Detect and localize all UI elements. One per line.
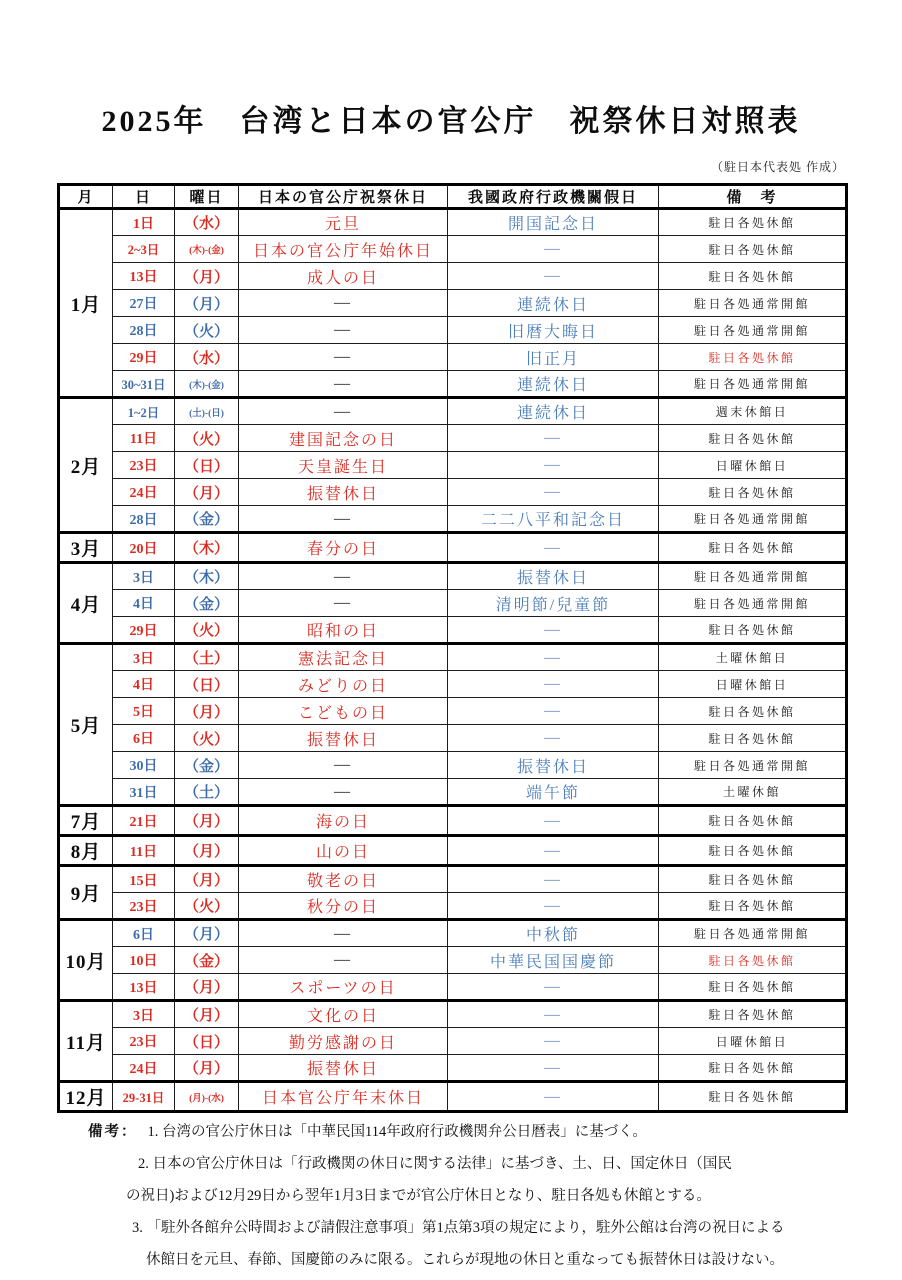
taiwan-holiday-cell: ―: [448, 893, 659, 920]
japan-holiday-cell: ―: [239, 752, 448, 779]
footnotes: [88, 1116, 848, 1276]
day-cell: 4日: [113, 671, 175, 698]
table-row: [59, 479, 847, 506]
month-cell: 12月: [59, 1082, 113, 1112]
taiwan-holiday-cell: ―: [448, 671, 659, 698]
weekday-cell: （月）: [175, 806, 239, 836]
footnotes-label: 備考：: [88, 1124, 138, 1140]
column-header-2: 曜日: [175, 185, 239, 209]
remarks-cell: 駐日各処休館: [659, 698, 847, 725]
taiwan-holiday-cell: ―: [448, 698, 659, 725]
taiwan-holiday-cell: ―: [448, 866, 659, 893]
japan-holiday-cell: 日本の官公庁年始休日: [239, 236, 448, 263]
holiday-comparison-table: [57, 183, 848, 1113]
table-row: [59, 752, 847, 779]
weekday-cell: (木)-(金): [175, 371, 239, 398]
table-row: [59, 779, 847, 806]
weekday-cell: （火）: [175, 725, 239, 752]
day-cell: 3日: [113, 644, 175, 671]
japan-holiday-cell: 文化の日: [239, 1001, 448, 1028]
japan-holiday-cell: 山の日: [239, 836, 448, 866]
month-cell: 9月: [59, 866, 113, 920]
table-header: [59, 185, 847, 209]
table-row: [59, 398, 847, 425]
weekday-cell: （水）: [175, 209, 239, 236]
weekday-cell: （日）: [175, 452, 239, 479]
taiwan-holiday-cell: ―: [448, 1055, 659, 1082]
remarks-cell: 駐日各処休館: [659, 836, 847, 866]
taiwan-holiday-cell: ―: [448, 1001, 659, 1028]
japan-holiday-cell: ―: [239, 398, 448, 425]
table-row: [59, 344, 847, 371]
remarks-cell: 駐日各処休館: [659, 806, 847, 836]
page-title: 2025年 台湾と日本の官公庁 祝祭休日対照表: [101, 105, 801, 138]
remarks-cell: 駐日各処休館: [659, 479, 847, 506]
japan-holiday-cell: 日本官公庁年末休日: [239, 1082, 448, 1112]
month-cell: 7月: [59, 806, 113, 836]
day-cell: 1~2日: [113, 398, 175, 425]
table-row: [59, 725, 847, 752]
day-cell: 11日: [113, 425, 175, 452]
day-cell: 1日: [113, 209, 175, 236]
month-cell: 2月: [59, 398, 113, 533]
taiwan-holiday-cell: 振替休日: [448, 563, 659, 590]
table-row: [59, 1082, 847, 1112]
taiwan-holiday-cell: ―: [448, 974, 659, 1001]
japan-holiday-cell: 元旦: [239, 209, 448, 236]
day-cell: 29日: [113, 344, 175, 371]
japan-holiday-cell: ―: [239, 290, 448, 317]
remarks-cell: 駐日各処休館: [659, 1001, 847, 1028]
weekday-cell: （金）: [175, 590, 239, 617]
weekday-cell: （月）: [175, 479, 239, 506]
table-row: [59, 893, 847, 920]
day-cell: 15日: [113, 866, 175, 893]
day-cell: 31日: [113, 779, 175, 806]
taiwan-holiday-cell: ―: [448, 725, 659, 752]
taiwan-holiday-cell: ―: [448, 1028, 659, 1055]
table-row: [59, 425, 847, 452]
japan-holiday-cell: ―: [239, 317, 448, 344]
table-row: [59, 263, 847, 290]
remarks-cell: 駐日各処休館: [659, 236, 847, 263]
japan-holiday-cell: ―: [239, 506, 448, 533]
japan-holiday-cell: 敬老の日: [239, 866, 448, 893]
weekday-cell: (土)-(日): [175, 398, 239, 425]
table-row: [59, 1055, 847, 1082]
taiwan-holiday-cell: 中秋節: [448, 920, 659, 947]
japan-holiday-cell: 天皇誕生日: [239, 452, 448, 479]
day-cell: 21日: [113, 806, 175, 836]
day-cell: 2~3日: [113, 236, 175, 263]
table-row: [59, 236, 847, 263]
japan-holiday-cell: 成人の日: [239, 263, 448, 290]
weekday-cell: （日）: [175, 671, 239, 698]
weekday-cell: （木）: [175, 533, 239, 563]
remarks-cell: 駐日各処通常開館: [659, 920, 847, 947]
remarks-cell: 日曜休館日: [659, 452, 847, 479]
japan-holiday-cell: ―: [239, 947, 448, 974]
month-cell: 3月: [59, 533, 113, 563]
taiwan-holiday-cell: 連続休日: [448, 290, 659, 317]
remarks-cell: 日曜休館日: [659, 671, 847, 698]
taiwan-holiday-cell: ―: [448, 263, 659, 290]
weekday-cell: (木)-(金): [175, 236, 239, 263]
remarks-cell: 駐日各処休館: [659, 263, 847, 290]
table-row: [59, 698, 847, 725]
japan-holiday-cell: 海の日: [239, 806, 448, 836]
japan-holiday-cell: こどもの日: [239, 698, 448, 725]
taiwan-holiday-cell: 端午節: [448, 779, 659, 806]
column-header-0: 月: [59, 185, 113, 209]
taiwan-holiday-cell: ―: [448, 452, 659, 479]
table-row: [59, 806, 847, 836]
remarks-cell: 駐日各処通常開館: [659, 752, 847, 779]
weekday-cell: （金）: [175, 506, 239, 533]
day-cell: 13日: [113, 263, 175, 290]
footnote-line: 備考： 1. 台湾の官公庁休日は「中華民国114年政府行政機関弁公日暦表」に基づく。: [88, 1124, 647, 1140]
taiwan-holiday-cell: ―: [448, 533, 659, 563]
column-header-1: 日: [113, 185, 175, 209]
weekday-cell: （火）: [175, 617, 239, 644]
taiwan-holiday-cell: 開国記念日: [448, 209, 659, 236]
credit-line: （駐日本代表処 作成）: [710, 160, 845, 174]
table-row: [59, 866, 847, 893]
japan-holiday-cell: 勤労感謝の日: [239, 1028, 448, 1055]
weekday-cell: （月）: [175, 1001, 239, 1028]
remarks-cell: 土曜休館: [659, 779, 847, 806]
table-row: [59, 1001, 847, 1028]
weekday-cell: （月）: [175, 920, 239, 947]
table-row: [59, 617, 847, 644]
table-row: [59, 317, 847, 344]
weekday-cell: （月）: [175, 698, 239, 725]
weekday-cell: (月)-(水): [175, 1082, 239, 1112]
weekday-cell: （日）: [175, 1028, 239, 1055]
taiwan-holiday-cell: ―: [448, 644, 659, 671]
weekday-cell: （金）: [175, 947, 239, 974]
taiwan-holiday-cell: 連続休日: [448, 371, 659, 398]
table-row: [59, 974, 847, 1001]
taiwan-holiday-cell: 旧正月: [448, 344, 659, 371]
day-cell: 29-31日: [113, 1082, 175, 1112]
day-cell: 3日: [113, 563, 175, 590]
remarks-cell: 駐日各処休館: [659, 425, 847, 452]
taiwan-holiday-cell: ―: [448, 1082, 659, 1112]
table-row: [59, 452, 847, 479]
taiwan-holiday-cell: ―: [448, 479, 659, 506]
day-cell: 30日: [113, 752, 175, 779]
day-cell: 29日: [113, 617, 175, 644]
month-cell: 10月: [59, 920, 113, 1001]
day-cell: 11日: [113, 836, 175, 866]
taiwan-holiday-cell: 振替休日: [448, 752, 659, 779]
japan-holiday-cell: 秋分の日: [239, 893, 448, 920]
day-cell: 5日: [113, 698, 175, 725]
day-cell: 23日: [113, 452, 175, 479]
weekday-cell: （月）: [175, 866, 239, 893]
weekday-cell: （月）: [175, 1055, 239, 1082]
month-cell: 8月: [59, 836, 113, 866]
footnote-line: 2. 日本の官公庁休日は「行政機関の休日に関する法律」に基づき、土、日、国定休日（国民: [138, 1156, 732, 1172]
japan-holiday-cell: 憲法記念日: [239, 644, 448, 671]
remarks-cell: 駐日各処通常開館: [659, 590, 847, 617]
table-row: [59, 1028, 847, 1055]
remarks-cell: 駐日各処休館: [659, 209, 847, 236]
japan-holiday-cell: 振替休日: [239, 1055, 448, 1082]
taiwan-holiday-cell: 二二八平和記念日: [448, 506, 659, 533]
japan-holiday-cell: 振替休日: [239, 479, 448, 506]
weekday-cell: （月）: [175, 974, 239, 1001]
taiwan-holiday-cell: 連続休日: [448, 398, 659, 425]
day-cell: 23日: [113, 893, 175, 920]
japan-holiday-cell: ―: [239, 920, 448, 947]
day-cell: 6日: [113, 920, 175, 947]
taiwan-holiday-cell: ―: [448, 425, 659, 452]
day-cell: 20日: [113, 533, 175, 563]
footnote-line: の祝日)および12月29日から翌年1月3日までが官公庁休日となり、駐日各処も休館とする。: [126, 1188, 711, 1204]
taiwan-holiday-cell: ―: [448, 806, 659, 836]
table-row: [59, 506, 847, 533]
day-cell: 13日: [113, 974, 175, 1001]
weekday-cell: （木）: [175, 563, 239, 590]
footnote-line: 休館日を元旦、春節、国慶節のみに限る。これらが現地の休日と重なっても振替休日は設けない。: [146, 1252, 784, 1268]
taiwan-holiday-cell: 清明節/兒童節: [448, 590, 659, 617]
taiwan-holiday-cell: ―: [448, 836, 659, 866]
table-row: [59, 836, 847, 866]
taiwan-holiday-cell: 旧暦大晦日: [448, 317, 659, 344]
column-header-4: 我國政府行政機關假日: [448, 185, 659, 209]
remarks-cell: 駐日各処休館: [659, 893, 847, 920]
column-header-5: 備 考: [659, 185, 847, 209]
day-cell: 24日: [113, 1055, 175, 1082]
table-row: [59, 563, 847, 590]
remarks-cell: 駐日各処休館: [659, 617, 847, 644]
table-row: [59, 947, 847, 974]
weekday-cell: （水）: [175, 344, 239, 371]
day-cell: 4日: [113, 590, 175, 617]
month-cell: 4月: [59, 563, 113, 644]
remarks-cell: 駐日各処通常開館: [659, 506, 847, 533]
month-cell: 11月: [59, 1001, 113, 1082]
remarks-cell: 駐日各処休館: [659, 344, 847, 371]
day-cell: 27日: [113, 290, 175, 317]
japan-holiday-cell: 昭和の日: [239, 617, 448, 644]
remarks-cell: 駐日各処通常開館: [659, 371, 847, 398]
weekday-cell: （火）: [175, 425, 239, 452]
japan-holiday-cell: ―: [239, 371, 448, 398]
table-row: [59, 590, 847, 617]
japan-holiday-cell: 振替休日: [239, 725, 448, 752]
remarks-cell: 週末休館日: [659, 398, 847, 425]
day-cell: 24日: [113, 479, 175, 506]
taiwan-holiday-cell: 中華民国国慶節: [448, 947, 659, 974]
remarks-cell: 駐日各処休館: [659, 974, 847, 1001]
taiwan-holiday-cell: ―: [448, 236, 659, 263]
day-cell: 23日: [113, 1028, 175, 1055]
weekday-cell: （土）: [175, 644, 239, 671]
remarks-cell: 駐日各処休館: [659, 947, 847, 974]
column-header-3: 日本の官公庁祝祭休日: [239, 185, 448, 209]
table-row: [59, 209, 847, 236]
month-cell: 5月: [59, 644, 113, 806]
taiwan-holiday-cell: ―: [448, 617, 659, 644]
day-cell: 6日: [113, 725, 175, 752]
day-cell: 10日: [113, 947, 175, 974]
table-row: [59, 290, 847, 317]
japan-holiday-cell: スポーツの日: [239, 974, 448, 1001]
day-cell: 28日: [113, 317, 175, 344]
day-cell: 30~31日: [113, 371, 175, 398]
weekday-cell: （火）: [175, 317, 239, 344]
remarks-cell: 駐日各処通常開館: [659, 290, 847, 317]
weekday-cell: （土）: [175, 779, 239, 806]
weekday-cell: （火）: [175, 893, 239, 920]
japan-holiday-cell: ―: [239, 779, 448, 806]
footnote-line: 3. 「駐外各館弁公時間および請假注意事項」第1点第3項の規定により，駐外公館は台湾の祝日による: [132, 1220, 785, 1236]
remarks-cell: 駐日各処通常開館: [659, 563, 847, 590]
japan-holiday-cell: ―: [239, 563, 448, 590]
japan-holiday-cell: ―: [239, 590, 448, 617]
remarks-cell: 日曜休館日: [659, 1028, 847, 1055]
remarks-cell: 駐日各処休館: [659, 533, 847, 563]
day-cell: 3日: [113, 1001, 175, 1028]
weekday-cell: （金）: [175, 752, 239, 779]
table-row: [59, 644, 847, 671]
remarks-cell: 駐日各処休館: [659, 1055, 847, 1082]
remarks-cell: 土曜休館日: [659, 644, 847, 671]
table-row: [59, 371, 847, 398]
day-cell: 28日: [113, 506, 175, 533]
remarks-cell: 駐日各処通常開館: [659, 317, 847, 344]
remarks-cell: 駐日各処休館: [659, 1082, 847, 1112]
table-row: [59, 533, 847, 563]
weekday-cell: （月）: [175, 263, 239, 290]
remarks-cell: 駐日各処休館: [659, 866, 847, 893]
table-row: [59, 671, 847, 698]
weekday-cell: （月）: [175, 836, 239, 866]
japan-holiday-cell: みどりの日: [239, 671, 448, 698]
table-row: [59, 920, 847, 947]
weekday-cell: （月）: [175, 290, 239, 317]
japan-holiday-cell: 建国記念の日: [239, 425, 448, 452]
month-cell: 1月: [59, 209, 113, 398]
japan-holiday-cell: ―: [239, 344, 448, 371]
remarks-cell: 駐日各処休館: [659, 725, 847, 752]
japan-holiday-cell: 春分の日: [239, 533, 448, 563]
